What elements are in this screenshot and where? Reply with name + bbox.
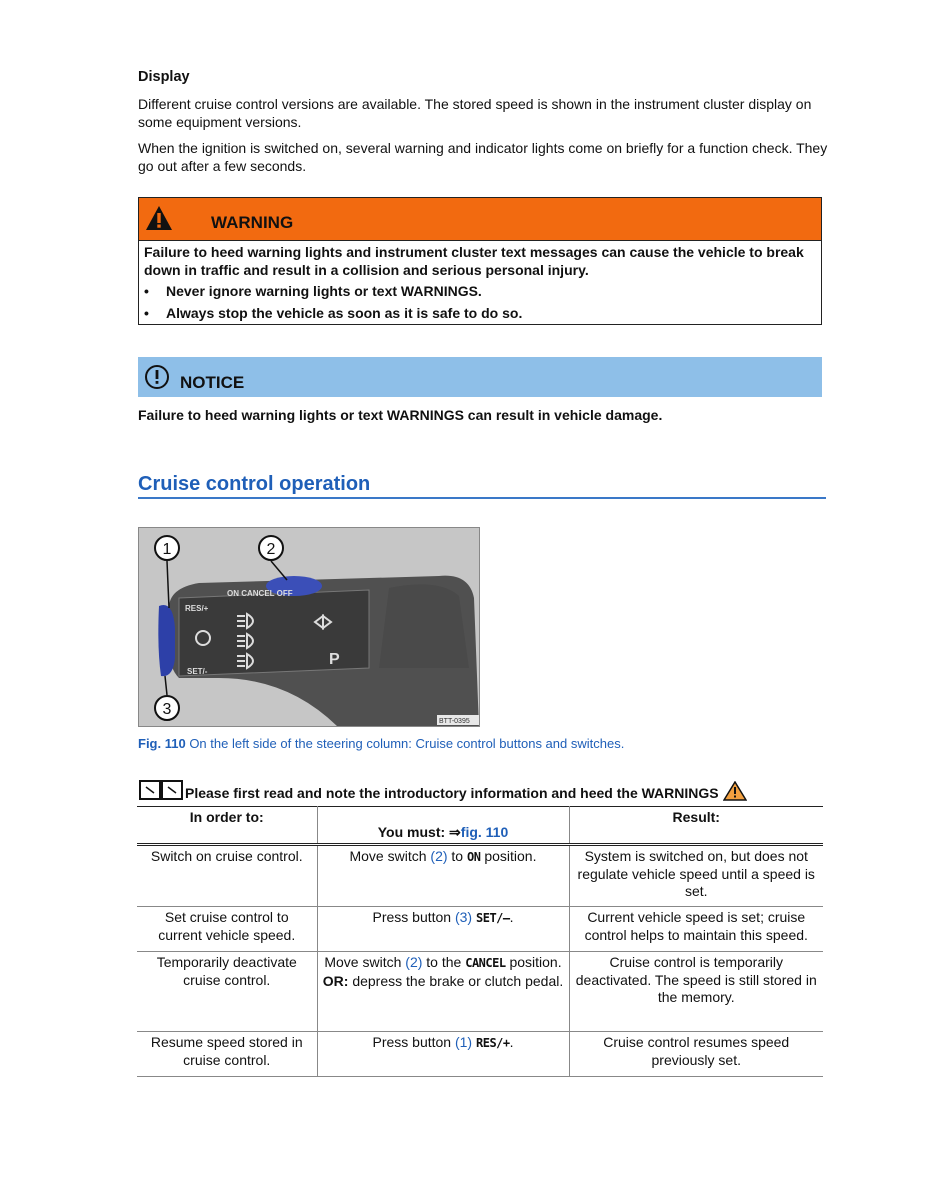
row-action: Press button (1) RES/+.	[317, 1032, 569, 1077]
info-circle-icon	[144, 364, 170, 390]
figure-code: BTT-0395	[439, 718, 470, 725]
table-row	[137, 907, 823, 952]
header-you-must: You must: ⇒fig. 110	[317, 807, 569, 845]
warning-box	[138, 197, 822, 325]
warning-bullet: • Never ignore warning lights or text WARNINGS.	[144, 283, 482, 299]
warning-bullet: • Always stop the vehicle as soon as it is safe to do so.	[144, 305, 523, 321]
notice-header	[138, 357, 822, 397]
callout-3-label: 3	[162, 701, 172, 718]
row-action: Move switch (2) to ON position.	[317, 845, 569, 907]
callout-2-label: 2	[266, 541, 276, 558]
callout-1-label: 1	[162, 541, 172, 558]
figure-steering-lever	[138, 527, 480, 727]
row-result: Cruise control is temporarily deactivated. The speed is still stored in the memory.	[569, 952, 823, 1032]
header-in-order-to: In order to:	[137, 807, 317, 845]
section-divider	[138, 497, 826, 499]
row-goal: Resume speed stored in cruise control.	[137, 1032, 317, 1077]
header-result: Result:	[569, 807, 823, 845]
display-paragraph-1: Different cruise control versions are available. The stored speed is shown in the instrument cluster display on some equipment versions.	[138, 96, 812, 130]
display-heading: Display	[138, 69, 190, 85]
cruise-control-steps-table	[137, 806, 823, 1077]
table-row	[137, 845, 823, 907]
row-goal: Switch on cruise control.	[137, 845, 317, 907]
row-goal: Set cruise control to current vehicle speed.	[137, 907, 317, 952]
warning-small-icon	[723, 781, 747, 801]
open-book-icon	[138, 777, 184, 801]
row-action: Press button (3) SET/–.	[317, 907, 569, 952]
row-action: Move switch (2) to the CANCEL position. OR: depress the brake or clutch pedal.	[317, 952, 569, 1032]
on-cancel-off-label: ON CANCEL OFF	[227, 589, 293, 598]
read-note	[138, 777, 747, 801]
warning-body: Failure to heed warning lights and instrument cluster text messages can cause the vehicle to break down in traffic and result in a collision and serious personal injury.	[144, 244, 804, 278]
figure-caption	[138, 736, 624, 751]
read-note-text: Please first read and note the introductory information and heed the WARNINGS	[185, 785, 719, 801]
steering-lever-illustration	[139, 528, 480, 727]
fig-110-link[interactable]: fig. 110	[460, 823, 509, 840]
warning-header	[139, 198, 821, 241]
display-paragraph-2: When the ignition is switched on, several warning and indicator lights come on briefly for a function check. They go out after a few seconds.	[138, 140, 828, 174]
park-label: P	[329, 651, 340, 668]
row-result: System is switched on, but does not regulate vehicle speed until a speed is set.	[569, 845, 823, 907]
figure-caption-label: Fig. 110	[138, 736, 186, 751]
warning-triangle-icon	[145, 205, 173, 231]
warning-bullet-text: Never ignore warning lights or text WARNINGS.	[166, 283, 482, 299]
warning-title: WARNING	[211, 213, 294, 232]
table-row	[137, 1032, 823, 1077]
set-label: SET/-	[187, 667, 208, 676]
row-result: Current vehicle speed is set; cruise control helps to maintain this speed.	[569, 907, 823, 952]
row-result: Cruise control resumes speed previously set.	[569, 1032, 823, 1077]
row-goal: Temporarily deactivate cruise control.	[137, 952, 317, 1032]
warning-bullet-text: Always stop the vehicle as soon as it is safe to do so.	[166, 305, 523, 321]
table-row	[137, 952, 823, 1032]
res-label: RES/+	[185, 604, 209, 613]
notice-body: Failure to heed warning lights or text WARNINGS can result in vehicle damage.	[138, 407, 663, 423]
notice-title: NOTICE	[180, 373, 245, 392]
figure-caption-text: On the left side of the steering column: Cruise control buttons and switches.	[185, 736, 625, 751]
section-title: Cruise control operation	[138, 473, 371, 495]
